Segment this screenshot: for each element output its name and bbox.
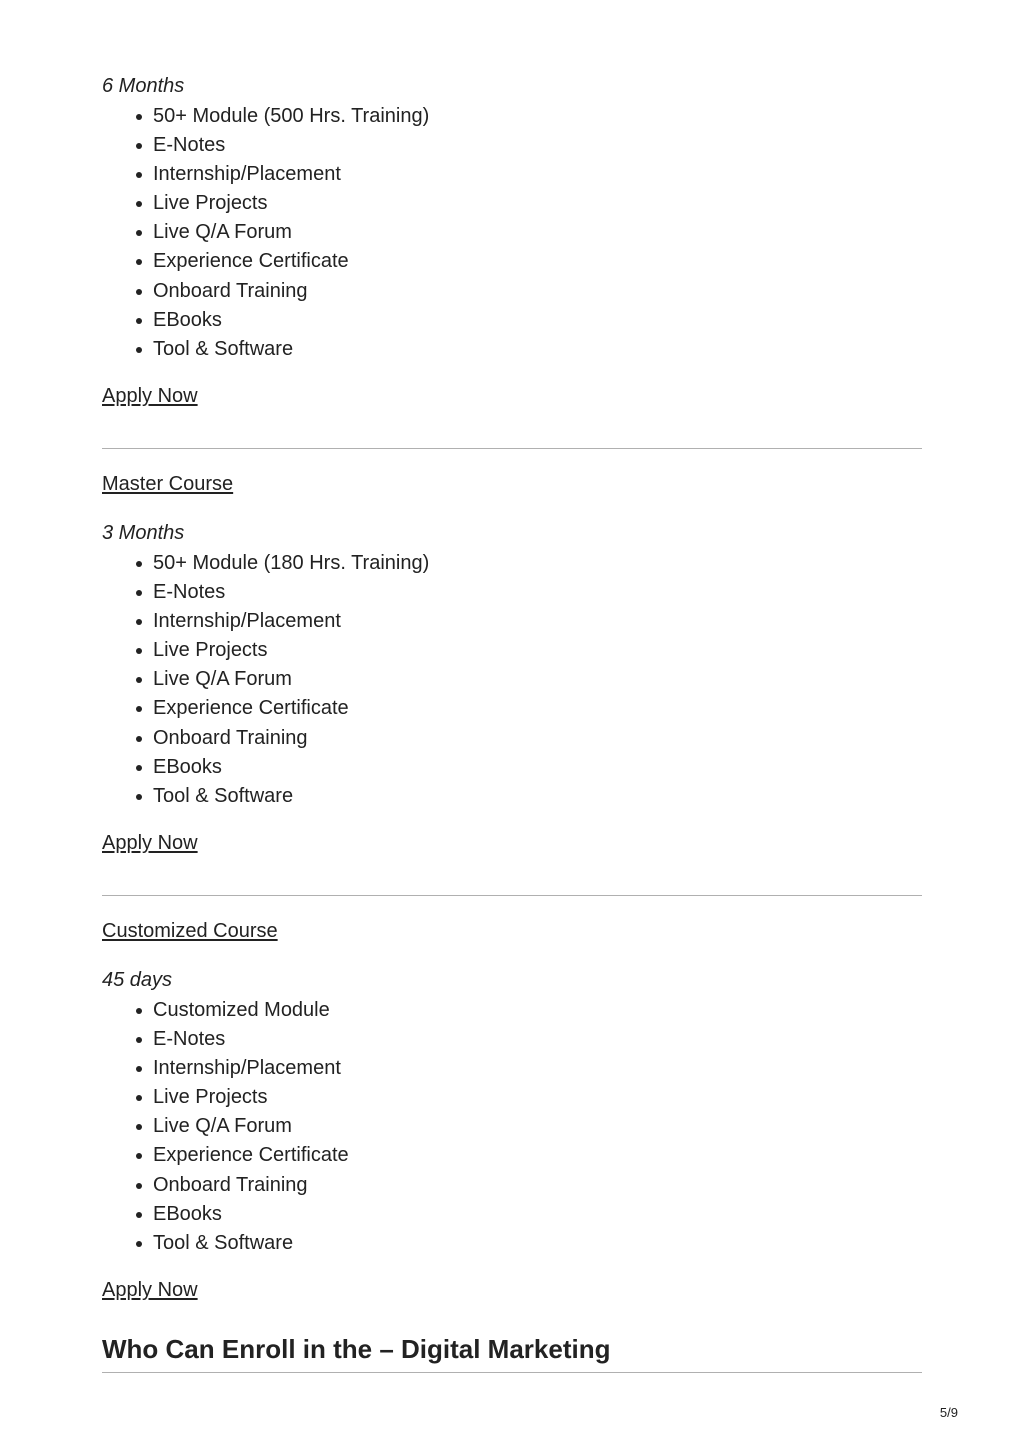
bullet-icon xyxy=(136,1183,142,1189)
bullet-icon xyxy=(136,1037,142,1043)
page-number: 5/9 xyxy=(939,1405,958,1420)
course-duration: 6 Months xyxy=(102,75,185,97)
list-item-text: Experience Certificate xyxy=(153,1144,349,1167)
bullet-icon xyxy=(136,172,142,178)
list-item xyxy=(102,160,702,189)
list-item-text: Internship/Placement xyxy=(153,1057,341,1080)
list-item xyxy=(102,102,702,131)
bullet-icon xyxy=(136,561,142,567)
bullet-icon xyxy=(136,1008,142,1014)
list-item xyxy=(102,1171,702,1200)
apply-now-link[interactable]: Apply Now xyxy=(102,832,198,854)
list-item xyxy=(102,1054,702,1083)
list-item xyxy=(102,277,702,306)
list-item xyxy=(102,996,702,1025)
bullet-icon xyxy=(136,677,142,683)
list-item xyxy=(102,335,702,364)
list-item xyxy=(102,131,702,160)
list-item-text: Live Projects xyxy=(153,1086,268,1109)
list-item xyxy=(102,1200,702,1229)
bullet-icon xyxy=(136,318,142,324)
list-item-text: Live Q/A Forum xyxy=(153,668,292,691)
list-item-text: EBooks xyxy=(153,308,222,331)
list-item-text: E-Notes xyxy=(153,134,226,157)
list-item xyxy=(102,665,702,694)
bullet-icon xyxy=(136,259,142,265)
bullet-icon xyxy=(136,347,142,353)
list-item xyxy=(102,549,702,578)
course-duration: 3 Months xyxy=(102,522,185,544)
bullet-icon xyxy=(136,1066,142,1072)
course-feature-list xyxy=(102,102,702,364)
bullet-icon xyxy=(136,289,142,295)
list-item xyxy=(102,694,702,723)
bullet-icon xyxy=(136,794,142,800)
list-item-text: Tool & Software xyxy=(153,784,294,807)
list-item xyxy=(102,782,702,811)
list-item-text: Live Projects xyxy=(153,639,268,662)
bullet-icon xyxy=(136,736,142,742)
course-title-link[interactable]: Customized Course xyxy=(102,920,278,942)
course-feature-list xyxy=(102,996,702,1258)
list-item xyxy=(102,306,702,335)
list-item-text: Onboard Training xyxy=(153,726,308,749)
list-item-text: Customized Module xyxy=(153,999,330,1021)
list-item-text: Internship/Placement xyxy=(153,163,341,186)
bullet-icon xyxy=(136,648,142,654)
list-item-text: EBooks xyxy=(153,1202,222,1225)
list-item-text: 50+ Module (500 Hrs. Training) xyxy=(153,105,430,127)
list-item-text: Tool & Software xyxy=(153,337,294,360)
bullet-icon xyxy=(136,706,142,712)
bullet-icon xyxy=(136,619,142,625)
list-item xyxy=(102,753,702,782)
bullet-icon xyxy=(136,143,142,149)
list-item-text: Experience Certificate xyxy=(153,250,349,273)
apply-now-link[interactable]: Apply Now xyxy=(102,385,198,407)
bullet-icon xyxy=(136,201,142,207)
course-title-link[interactable]: Master Course xyxy=(102,473,234,495)
course-duration: 45 days xyxy=(102,969,173,991)
section-divider xyxy=(102,448,922,449)
bullet-icon xyxy=(136,765,142,771)
list-item-text: Onboard Training xyxy=(153,1173,308,1196)
list-item xyxy=(102,1112,702,1141)
list-item-text: Live Projects xyxy=(153,192,268,215)
bullet-icon xyxy=(136,1095,142,1101)
list-item xyxy=(102,1141,702,1170)
apply-now-link[interactable]: Apply Now xyxy=(102,1279,198,1301)
bullet-icon xyxy=(136,230,142,236)
bullet-icon xyxy=(136,1124,142,1130)
list-item xyxy=(102,189,702,218)
list-item xyxy=(102,578,702,607)
list-item-text: E-Notes xyxy=(153,581,226,604)
bullet-icon xyxy=(136,1212,142,1218)
heading-divider xyxy=(102,1372,922,1373)
list-item xyxy=(102,636,702,665)
course-feature-list xyxy=(102,549,702,811)
list-item xyxy=(102,1025,702,1054)
bullet-icon xyxy=(136,590,142,596)
list-item xyxy=(102,607,702,636)
list-item xyxy=(102,218,702,247)
list-item xyxy=(102,1229,702,1258)
list-item xyxy=(102,724,702,753)
list-item-text: Tool & Software xyxy=(153,1231,294,1254)
list-item-text: Live Q/A Forum xyxy=(153,221,292,244)
enroll-heading: Who Can Enroll in the – Digital Marketing xyxy=(102,1334,611,1364)
section-divider xyxy=(102,895,922,896)
list-item-text: Experience Certificate xyxy=(153,697,349,720)
list-item-text: E-Notes xyxy=(153,1028,226,1051)
list-item-text: EBooks xyxy=(153,755,222,778)
list-item-text: 50+ Module (180 Hrs. Training) xyxy=(153,552,430,574)
list-item-text: Internship/Placement xyxy=(153,610,341,633)
list-item xyxy=(102,1083,702,1112)
bullet-icon xyxy=(136,1241,142,1247)
bullet-icon xyxy=(136,1153,142,1159)
list-item xyxy=(102,247,702,276)
bullet-icon xyxy=(136,114,142,120)
list-item-text: Live Q/A Forum xyxy=(153,1115,292,1138)
list-item-text: Onboard Training xyxy=(153,279,308,302)
